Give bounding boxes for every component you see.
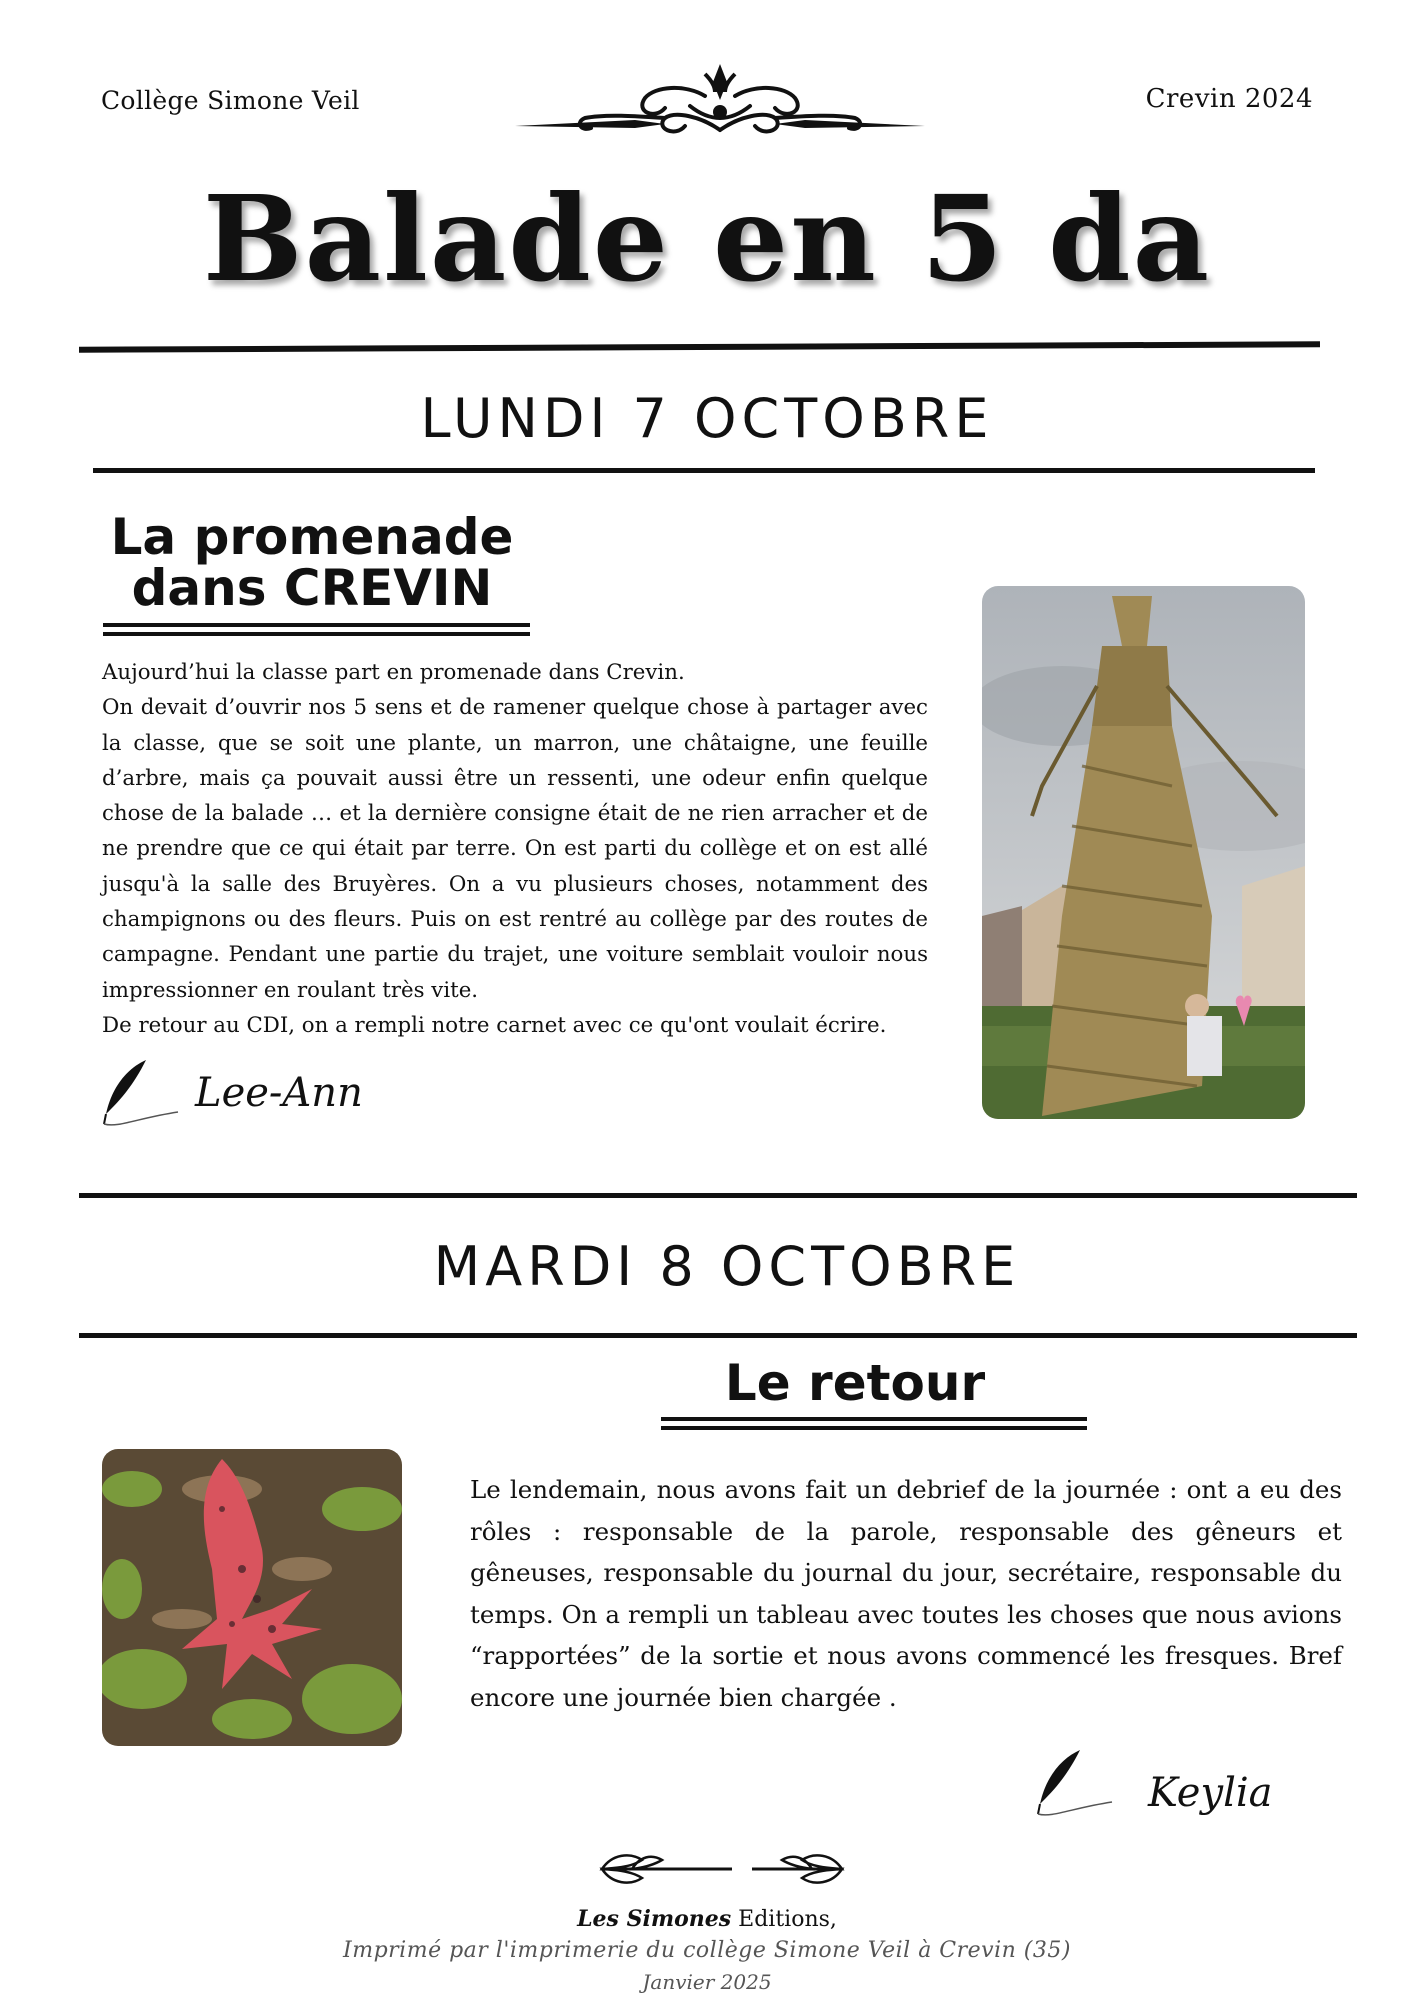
article-headline-promenade [102, 508, 522, 617]
article-body-retour [470, 1469, 1342, 1718]
masthead-title: Balade en 5 da [202, 169, 1212, 308]
day-heading-monday: LUNDI 7 OCTOBRE [420, 387, 994, 450]
publisher-name: Les Simones [577, 1906, 732, 1932]
sculpture-image [982, 586, 1305, 1119]
paragraph: De retour au CDI, on a rempli notre carnet avec ce qu'ont voulait écrire. [102, 1012, 887, 1038]
paragraph: On devait d’ouvrir nos 5 sens et de ramener quelque chose à partager avec la classe, que se soit une plante, un marron, une châtaigne, une feuille d’arbre, mais ça pouvait aussi être un ressenti, une odeur enfin quelque chose de la balade … et la dernière consigne était de ne rien arracher et de ne prendre que ce qui était par terre. On est parti du collège et on est allé jusqu'à la salle des Bruyères. On a vu plusieurs choses, notamment des champignons ou des fleurs. Puis on est rentré au collège par des routes de campagne. Pendant une partie du trajet, une voiture semblait vouloir nous impressionner en roulant très vite. [102, 695, 928, 1003]
article-body-promenade [102, 655, 928, 1043]
day-heading-tuesday: MARDI 8 OCTOBRE [433, 1235, 1021, 1298]
imprint-date: Janvier 2025 [642, 1970, 772, 1994]
ornament-flourish-icon [515, 56, 925, 142]
imprint-line: Imprimé par l'imprimerie du collège Simone Veil à Crevin (35) [343, 1938, 1071, 1963]
section-rule-top [79, 1193, 1357, 1198]
quill-pen-icon [98, 1058, 182, 1130]
masthead-rule [79, 341, 1320, 352]
headline-line-1: La promenade [110, 508, 514, 566]
place-year: Crevin 2024 [1145, 84, 1313, 114]
paragraph: Le lendemain, nous avons fait un debrief de la journée : ont a eu des rôles : responsable de la parole, responsable des gêneurs et gêneuses, responsable du journal du jour, secrétaire, responsable du temps. On a rempli un tableau avec toutes les choses que nous avions “rapportées” de la sortie et nous avons commencé les fresques. Bref encore une journée bien chargée . [470, 1475, 1342, 1712]
headline-underline-bottom [103, 632, 530, 636]
article-headline-retour: Le retour [724, 1354, 986, 1412]
quill-pen-icon [1032, 1748, 1116, 1820]
photo-sculpture [982, 586, 1305, 1119]
headline-line-2: dans CREVIN [131, 559, 493, 617]
fungus-image [102, 1449, 402, 1746]
headline2-underline-bottom [661, 1426, 1087, 1430]
footer-laurel-icon [582, 1840, 862, 1898]
headline2-underline-top [661, 1417, 1087, 1421]
school-name: Collège Simone Veil [101, 86, 360, 115]
photo-fungus [102, 1449, 402, 1746]
headline-underline-top [103, 623, 530, 627]
publisher-suffix: Editions, [731, 1907, 837, 1932]
day-rule-tuesday [79, 1333, 1357, 1338]
day-rule-monday [93, 468, 1315, 473]
paragraph: Aujourd’hui la classe part en promenade dans Crevin. [102, 660, 685, 685]
signature-lee-ann: Lee-Ann [195, 1070, 363, 1116]
signature-keylia: Keylia [1148, 1770, 1273, 1816]
publisher-line [0, 1906, 1414, 1932]
